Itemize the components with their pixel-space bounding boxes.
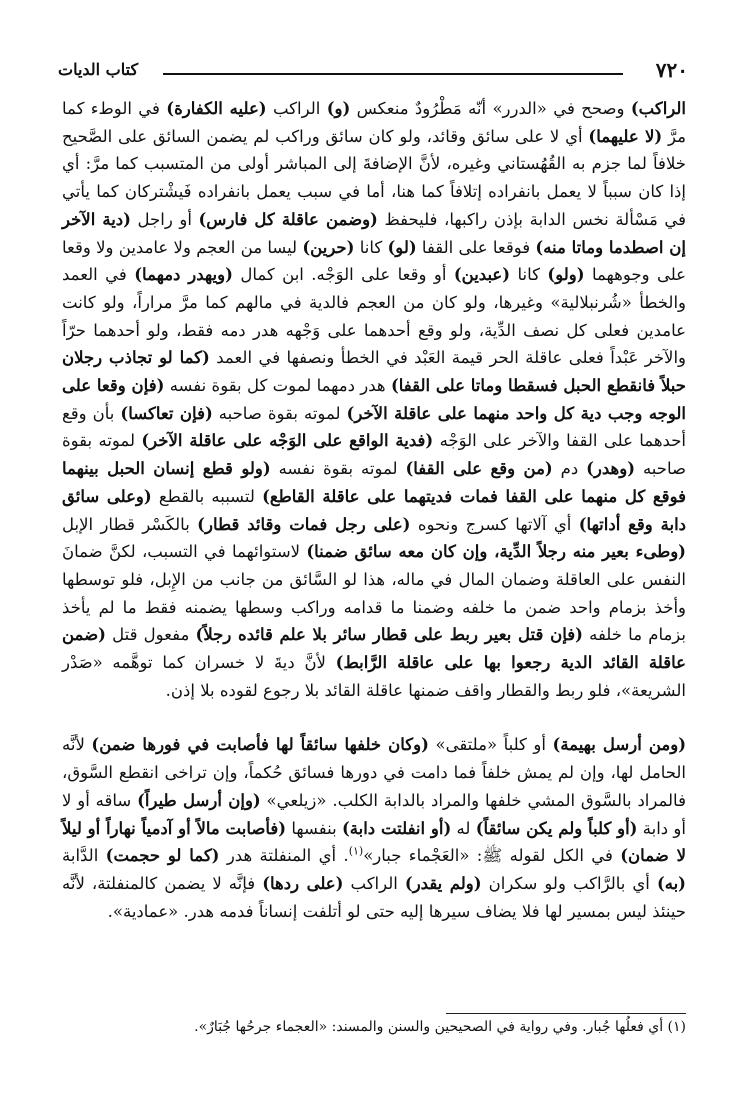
bold-text-run: (ويهدر دمهما) [134,265,233,285]
text-run: أي بالرَّاكب ولو سكران [481,873,657,893]
text-run: لموته بقوة صاحبه [62,431,687,479]
bold-text-run: (عبدين) [453,265,511,285]
text-run: له [451,818,476,838]
paragraph [62,95,686,704]
text-run: بالكَسْر قطار الإبل [62,514,198,534]
text-run: مفعول قتل [105,625,196,645]
bold-text-run: (دية الآخر إن اصطدما وماتا منه) [62,209,686,257]
bold-text-run: (وعلى سائق دابة وقع أداتها) [62,486,687,534]
bold-text-run: (وكان خلفها سائقاً لها فأصابت في فورها ضمن) [91,735,429,755]
text-run: أي آلاتها كسرج ونحوه [410,514,579,534]
text-run: الدَّابة [62,846,106,866]
footnote-ref: (١) [348,844,364,858]
text-run: لموته بقوة نفسه [270,459,406,479]
footnote: (١) أي فعلُها جُبار. وفي رواية في الصحيحين والسنن والمسند: «العجماء جرحُها جُبَارٌ». [194,1019,686,1035]
bold-text-run: (وإن أرسل طيراً) [137,790,261,810]
bold-text-run: (على رجل فمات وقائد قطار) [197,514,411,534]
text-run: أو كلباً «ملتقى» [428,735,553,755]
text-run: كانا [510,265,548,285]
bold-text-run: (كما لو تجاذب رجلان حبلاً فانقطع الحبل فسقطا وماتا على القفا) [62,348,686,396]
body-text [62,95,686,925]
text-run: الراكب [266,99,327,118]
text-run: . أي المنفلتة هدر [219,846,349,866]
bold-text-run: (أو انفلتت دابة) [341,818,452,838]
bold-text-run: (عليه الكفارة) [166,99,267,118]
paragraph [62,731,686,925]
text-run: ساقه أو لا أو دابة [62,790,686,838]
text-run: الراكب [343,873,405,893]
bold-text-run: (ولم يقدر) [404,873,482,893]
bold-text-run: (و) [326,99,351,118]
bold-text-run: (فإن تعاكسا) [120,403,213,423]
text-run: هدر دمهما لموت كل بقوة نفسه [164,376,391,396]
bold-text-run: (فدية الواقع على الوَجْه على عاقلة الآخر) [141,431,434,451]
text-run: أو راجل [130,209,199,229]
bold-text-run: (ضمن عاقلة القائد الدية رجعوا بها على عاقلة الرَّابط) [62,625,686,673]
text-run: لأنَّه الحامل لها، وإن لم يمش خلفاً فما دامت في دورها فسائق حُكماً، وإن تراخى انقطع السَّوق، فالمراد بالسَّوق المشي خلفها والمراد بالدابة الكلب. «زيلعي» [62,735,686,810]
text-run: لتسببه بالقطع [151,486,263,506]
text-run: لأنَّ ديةَ لا خسران كما توهَّمه «صَدْر الشريعة»، فلو ربط والقطار واقف ضمنها عاقلة القائد بلا رجوع لقوده بلا إذن. [62,653,686,700]
bold-text-run: (به) [656,873,686,893]
bold-text-run: (من وقع على القفا) [405,459,553,479]
page-number: ٧٢٠ [655,58,688,82]
bold-text-run: (فأصابت مالاً أو آدمياً نهاراً أو ليلاً لا ضمان) [62,818,686,866]
text-run: ليسا من العجم ولا عامدين ولا وقعا على وجوههما [62,237,687,285]
text-run: فإنَّه لا يضمن كالمنفلتة، لأنَّه حينئذ ليس بمسير لها فلا يضاف سيرها إليه حتى لو أتلفت إنساناً فدمه هدر. «عمادية». [62,873,686,921]
bold-text-run: الراكب) [630,99,687,118]
text-run: كانا [354,237,388,257]
text-run: في العمد والخطأ «شُرنبلالية» وغيرها، ولو كان من العجم فالدية في مالهم كما مرَّ مراراً، ولو كانت عامدين فعلى كل نصف الدِّية، ولو وقع أحدهما على وَجْهه هدر دمه فقط، ولو أحدهما حرّاً والآخر عَبْداً فعلى عاقلة الحر قيمة العَبْد في الخطأ ونصفها في العمد [62,265,686,368]
page-header [58,58,688,86]
bold-text-run: (ولو قطع إنسان الحبل بينهما فوقع كل منهما على القفا فمات فديتهما على عاقلة القاطع) [62,459,686,506]
text-run: في الوطء كما مرَّ [62,99,686,146]
bold-text-run: (لو) [387,237,417,257]
bold-text-run: (كما لو حجمت) [105,846,220,866]
bold-text-run: (ولو) [547,265,585,285]
text-run: بنفسها [286,818,342,838]
bold-text-run: (وطىء بعير منه رجلاً الدِّية، وإن كان معه سائق ضمنا) [306,542,686,562]
header-rule [163,73,623,75]
text-run: لموته بقوة صاحبه [212,403,347,423]
text-run: في الكل لقوله ﷺ: «العَجْماء جبار» [363,846,621,866]
bold-text-run: (فإن قتل بعير ربط على قطار سائر بلا علم قائده رجلاً) [195,625,583,645]
bold-text-run: (وهدر) [586,459,636,479]
text-run: فوقعا على القفا [416,237,536,257]
bold-text-run: (وضمن عاقلة كل فارس) [198,209,378,229]
text-run: أي لا على سائق وقائد، ولو كان سائق وراكب لم يضمن السائق على الصَّحيح خلافاً لما جزم به القُهُستاني وغيره، لأنَّ الإضافةَ إلى المباشر أولى من المتسبب كما مرَّ: أي إذا كان سبباً لا يعمل بانفراده إتلافاً كما هنا، أما في سبب يعمل بانفراده فَيشْتركان كما يأتي في مَسْألة نخس الدابة بإذن راكبها، فليحفظ [62,126,686,229]
bold-text-run: (فإن وقعا على الوجه وجب دية كل واحد منهما على عاقلة الآخر) [62,376,687,423]
text-run: بأن وقع أحدهما على القفا والآخر على الوَجْه [62,403,686,451]
text-run: أو وقعا على الوَجْه. ابن كمال [232,265,454,285]
footnote-rule [446,1013,686,1014]
text-run: لاستوائهما في التسبب، لكنَّ ضمانَ النفس على العاقلة وضمان المال في ماله، هذا لو السَّائق من جانب من الإِبل، فلو توسطها وأخذ بزمام واحد ضمن ما خلفه وضمنا ما قدامه وراكب وسطها يضمنه فقط ما لم يأخذ بزمام ما خلفه [62,542,687,645]
text-run: دم [552,459,587,479]
bold-text-run: (لا عليهما) [588,126,663,146]
bold-text-run: (على ردها) [262,873,344,893]
bold-text-run: (أو كلباً ولم يكن سائقاً) [475,818,638,838]
bold-text-run: (ومن أرسل بهيمة) [552,735,686,755]
bold-text-run: (حرين) [302,237,355,257]
text-run: وصحح في «الدرر» أنّه مَطْرُودٌ منعكس [350,99,631,118]
running-title: كتاب الديات [58,60,139,79]
